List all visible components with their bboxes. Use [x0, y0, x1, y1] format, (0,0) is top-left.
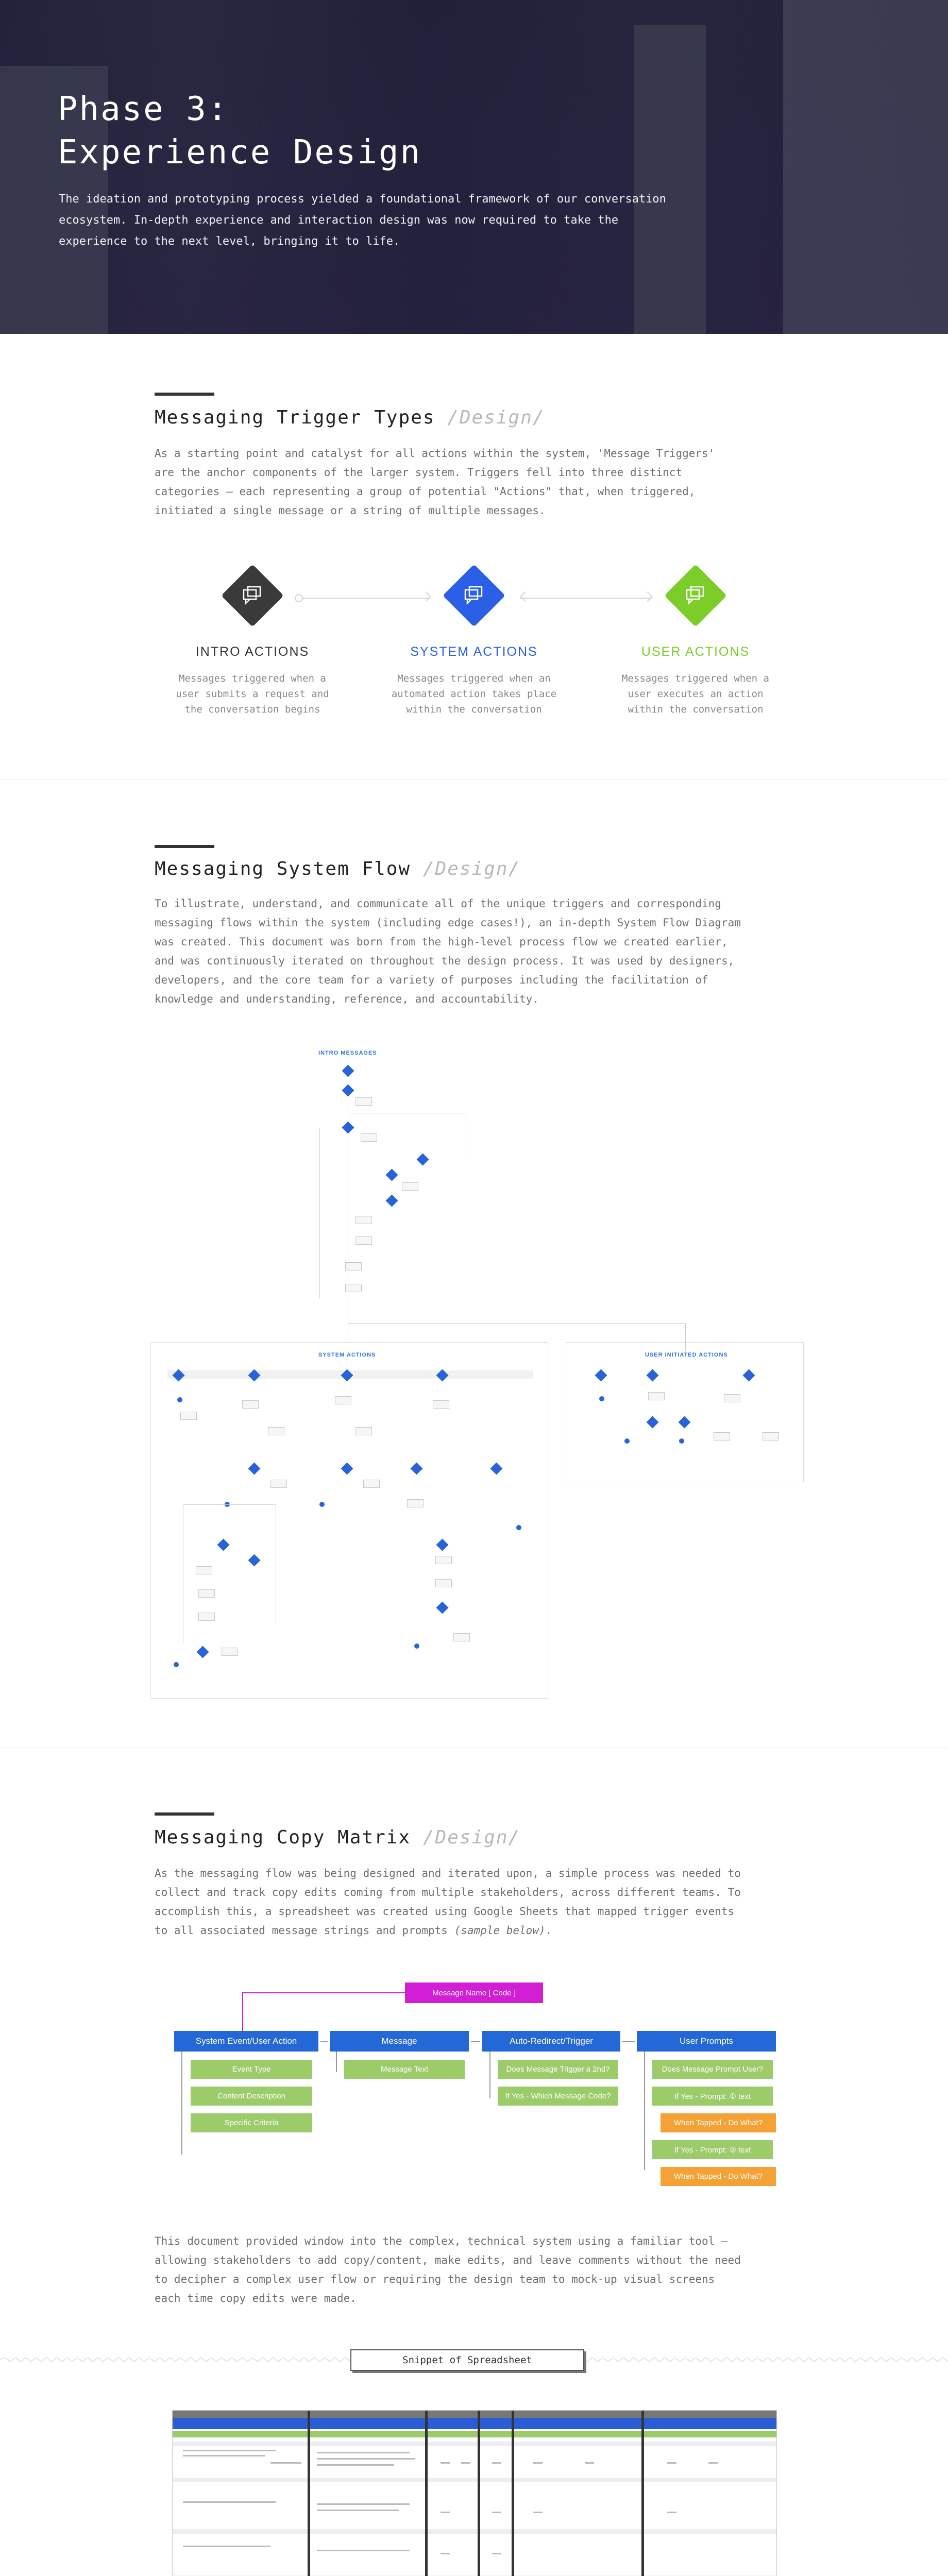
matrix-item-event-type: Event Type	[191, 2060, 312, 2079]
section-bar	[155, 845, 214, 848]
flow-label-user: USER INITIATED ACTIONS	[645, 1352, 728, 1358]
matrix-item-prompt-2: If Yes - Prompt: ② text	[652, 2140, 773, 2159]
trigger-intro-desc: Messages triggered when a user submits a request and the conversation begins	[176, 673, 329, 715]
matrix-item-tapped-2: When Tapped - Do What?	[661, 2167, 776, 2186]
hero-title-line2: Experience Design	[58, 133, 422, 172]
matrix-item-content-description: Content Description	[191, 2087, 312, 2106]
flow-label-system: SYSTEM ACTIONS	[318, 1352, 376, 1358]
trigger-intro	[149, 573, 356, 717]
chat-bubbles-icon	[664, 564, 727, 627]
column-header-redirect: Auto-Redirect/Trigger	[482, 2031, 620, 2052]
flow-title-text: Messaging System Flow	[155, 858, 411, 879]
hero-title-line1: Phase 3:	[58, 90, 229, 128]
matrix-body-end: .	[545, 1924, 552, 1937]
section-bar	[155, 393, 214, 396]
section-title-matrix	[155, 1827, 520, 1848]
column-header-message: Message	[330, 2031, 469, 2052]
matrix-body-main: As the messaging flow was being designed and iterated upon, a simple process was needed to collect and track copy edits coming from multiple stakeholders, across different teams. To accomplish this, a spreadsheet was created using Google Sheets that mapped trigger events to all associated message strings and prompts	[155, 1867, 741, 1937]
trigger-user	[592, 573, 799, 717]
matrix-outro: This document provided window into the complex, technical system using a familiar tool – allowing stakeholders to add copy/content, make edits, and leave comments without the need to decipher a complex user flow or requiring the design team to mock-up visual screens each time copy edits were made.	[155, 2235, 741, 2304]
matrix-tag: /Design/	[422, 1827, 521, 1848]
matrix-item-specific-criteria: Specific Criteria	[191, 2113, 312, 2132]
trigger-intro-title: INTRO ACTIONS	[195, 645, 310, 659]
trigger-system-title: SYSTEM ACTIONS	[410, 645, 538, 659]
column-header-prompts: User Prompts	[637, 2031, 776, 2052]
matrix-item-trigger-second: Does Message Trigger a 2nd?	[498, 2060, 618, 2079]
matrix-item-which-code: If Yes - Which Message Code?	[498, 2087, 618, 2106]
matrix-item-message-text: Message Text	[344, 2060, 465, 2079]
flow-box-user	[566, 1342, 804, 1482]
snippet-label: Snippet of Spreadsheet	[350, 2349, 584, 2371]
matrix-item-prompt-1: If Yes - Prompt: ① text	[652, 2087, 773, 2106]
section-bar	[155, 1812, 214, 1816]
hero-banner	[0, 0, 948, 334]
triggers-title-text: Messaging Trigger Types	[155, 407, 435, 428]
spreadsheet-snippet	[172, 2410, 777, 2576]
flow-tag: /Design/	[422, 858, 521, 879]
trigger-user-title: USER ACTIONS	[641, 645, 750, 659]
section-title-flow	[155, 858, 520, 879]
matrix-item-tapped-1: When Tapped - Do What?	[661, 2113, 776, 2132]
message-name-tag: Message Name [ Code ]	[405, 1982, 543, 2003]
column-header-event: System Event/User Action	[174, 2031, 318, 2052]
trigger-system-desc: Messages triggered when an automated action takes place within the conversation	[391, 673, 557, 715]
trigger-user-desc: Messages triggered when a user executes an action within the conversation	[622, 673, 769, 715]
hero-intro: The ideation and prototyping process yielded a foundational framework of our conversation ecosystem. In-depth experience and interaction design was now required to take the experience to the next level, bringing it to life.	[59, 193, 666, 248]
flow-label-intro: INTRO MESSAGES	[318, 1050, 377, 1056]
trigger-system	[371, 573, 577, 717]
flow-box-system	[150, 1342, 548, 1699]
matrix-item-prompt-user: Does Message Prompt User?	[652, 2060, 773, 2079]
triggers-tag: /Design/	[447, 407, 545, 428]
matrix-body	[155, 1864, 742, 1940]
triggers-body: As a starting point and catalyst for all actions within the system, 'Message Triggers' are the anchor components of the larger system. Triggers fell into three distinct categories – each representing a group of potential "Actions" that, when triggered, initiated a single message or a string of multiple messages.	[155, 447, 715, 517]
chat-bubbles-icon	[443, 564, 505, 627]
hero-title	[58, 88, 421, 174]
matrix-body-emphasis: (sample below)	[454, 1924, 546, 1937]
section-title-triggers	[155, 407, 545, 428]
chat-bubbles-icon	[221, 564, 284, 627]
matrix-title-text: Messaging Copy Matrix	[155, 1827, 411, 1848]
flow-body: To illustrate, understand, and communicate all of the unique triggers and corresponding messaging flows within the system (including edge cases!), an in-depth System Flow Diagram was created. This document was born from the high-level process flow we created earlier, and was continuously iterated on throughout the design process. It was used by designers, developers, and the core team for a variety of purposes including the facilitation of knowledge and understanding, reference, and accountability.	[155, 897, 741, 1005]
